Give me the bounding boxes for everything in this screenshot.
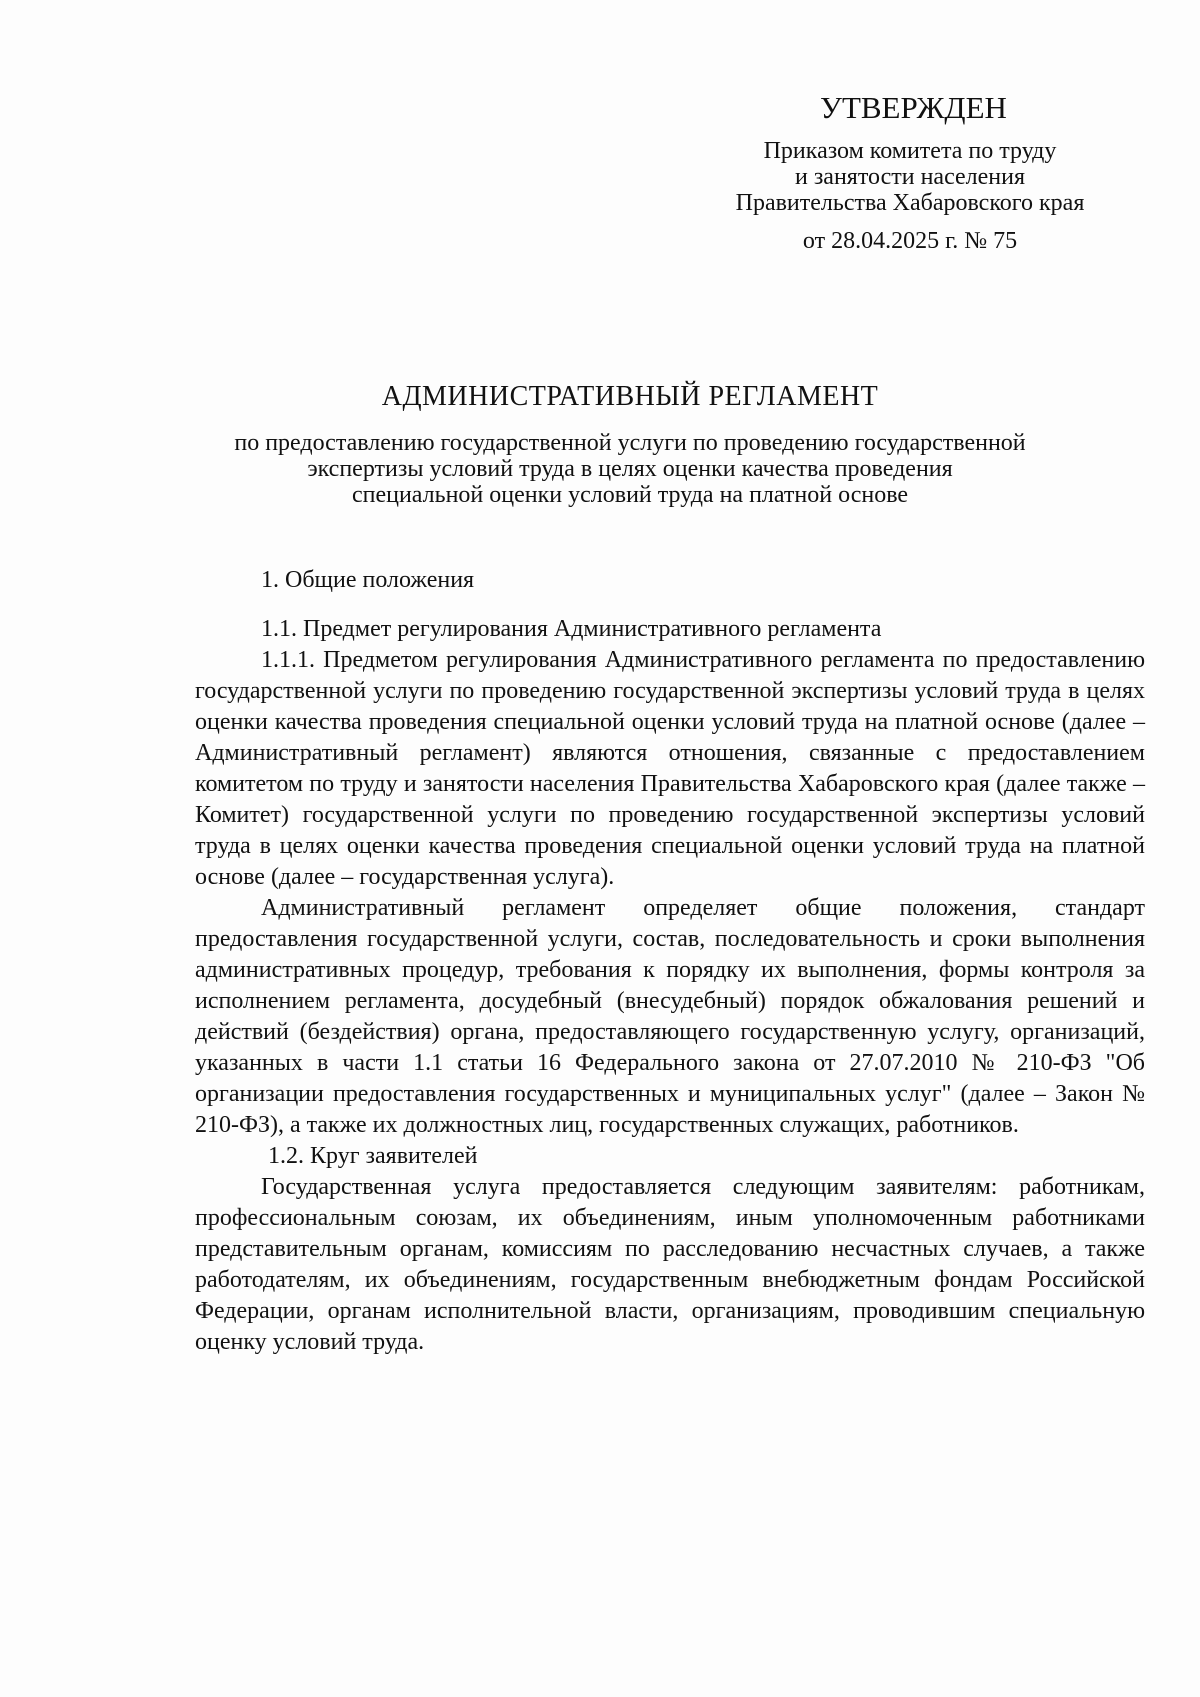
paragraph-applicants: Государственная услуга предоставляется следующим заявителям: работникам, профессиональным союзам, их объединениям, иным уполномоченным работниками представительным органам, комиссиям по расследованию несчастных случаев, а также работодателям, их объединениям, государственным внебюджетным фондам Российской Федерации, органам исполнительной власти, организациям, проводившим специальную оценку условий труда. [195,1174,1145,1355]
approved-by-line-1: Приказом комитета по труду [763,138,1057,164]
approved-by-line-3: Правительства Хабаровского края [735,190,1085,216]
document-title: АДМИНИСТРАТИВНЫЙ РЕГЛАМЕНТ [381,381,879,412]
paragraph-subject-of-regulation: 1.1.1. Предметом регулирования Административного регламента по предоставлению государственной услуги по проведению государственной экспертизы условий труда в целях оценки качества проведения специальной оценки условий труда на платной основе (далее – Административный регламент) являются отношения, связанные с предоставлением комитетом по труду и занятости населения Правительства Хабаровского края (далее также – Комитет) государственной услуги по проведению государственной экспертизы условий труда в целях оценки качества проведения специальной оценки условий труда на платной основе (далее – государственная услуга). [195,647,1145,890]
approved-title: УТВЕРЖДЕН [820,90,1007,125]
paragraph-regulation-scope: Административный регламент определяет общие положения, стандарт предоставления государственной услуги, состав, последовательность и сроки выполнения административных процедур, требования к порядку их выполнения, формы контроля за исполнением регламента, досудебный (внесудебный) порядок обжалования решений и действий (бездействия) органа, предоставляющего государственную услугу, организаций, указанных в части 1.1 статьи 16 Федерального закона от 27.07.2010 № 210-ФЗ "Об организации предоставления государственных и муниципальных услуг" (далее – Закон № 210-ФЗ), а также их должностных лиц, государственных служащих, работников. [195,895,1145,1138]
subsection-heading-subject: 1.1. Предмет регулирования Административного регламента [261,616,882,642]
subsection-heading-applicants: 1.2. Круг заявителей [268,1143,478,1169]
document-title-block [100,380,1160,508]
document-subtitle-line-3: специальной оценки условий труда на платной основе [351,482,909,508]
approval-date: от 28.04.2025 г. № 75 [802,228,1018,254]
approval-stamp-block [660,88,1160,256]
document-subtitle-line-1: по предоставлению государственной услуги по проведению государственной [234,430,1026,456]
approved-by-line-2: и занятости населения [794,164,1026,190]
section-heading-general: 1. Общие положения [261,567,475,593]
document-body [195,565,1145,1358]
document-subtitle-line-2: экспертизы условий труда в целях оценки качества проведения [307,456,953,482]
